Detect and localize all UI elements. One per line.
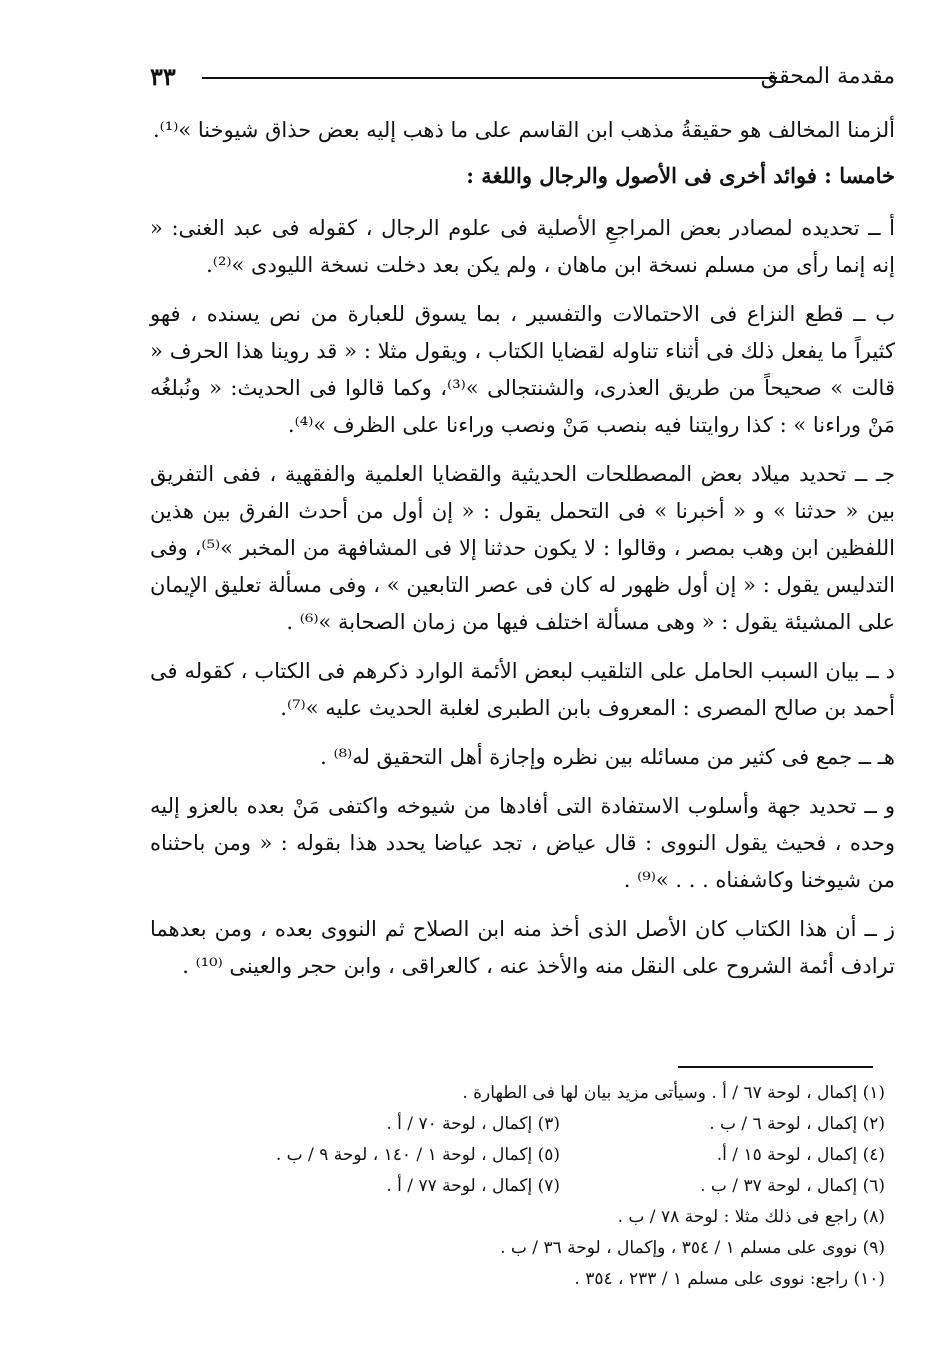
page-header bbox=[150, 60, 895, 100]
footnote-2: (٢) إكمال ، لوحة ٦ / ب . bbox=[709, 1114, 885, 1134]
paragraph-continuation: ألزمنا المخالف هو حقيقةُ مذهب ابن القاسم على ما ذهب إليه بعض حذاق شيوخنا »⁽¹⁾. bbox=[152, 118, 895, 142]
paragraph-waw: و ــ تحديد جهة وأسلوب الاستفادة التى أفادها من شيوخه واكتفى مَنْ بعده بالعزو إليه وحده ، فحيث يقول النووى : قال عياض ، تجد عياضا يحدد هذا بقوله : « ومن باحثناه من شيوخنا وكاشفناه . . . »⁽⁹⁾ . bbox=[150, 794, 895, 892]
paragraph-dal: د ــ بيان السبب الحامل على التلقيب لبعض الأئمة الوارد ذكرهم فى الكتاب ، كقوله فى أحمد بن صالح المصرى : المعروف بابن الطبرى لغلبة الحديث عليه »⁽⁷⁾. bbox=[150, 659, 895, 720]
footnote-8: (٨) راجع فى ذلك مثلا : لوحة ٧٨ / ب . bbox=[617, 1207, 885, 1227]
main-text bbox=[150, 112, 895, 997]
footnote-6: (٦) إكمال ، لوحة ٣٧ / ب . bbox=[700, 1176, 885, 1196]
footnote-row bbox=[150, 1171, 885, 1202]
footnote-row bbox=[150, 1140, 885, 1171]
paragraph-alif: أ ــ تحديده لمصادر بعض المراجعِ الأصلية فى علوم الرجال ، كقوله فى عبد الغنى: « إنه إنما رأى من مسلم نسخة ابن ماهان ، ولم يكن بعد دخلت نسخة الليودى »⁽²⁾. bbox=[150, 216, 895, 277]
footnote-7: (٧) إكمال ، لوحة ٧٧ / أ . bbox=[386, 1176, 560, 1196]
footnote-row bbox=[150, 1233, 885, 1264]
running-title: مقدمة المحقق bbox=[760, 64, 895, 89]
paragraph-ba: ب ــ قطع النزاع فى الاحتمالات والتفسير ، بما يسوق للعبارة من نص يسنده ، فهو كثيراً ما يفعل ذلك فى أثناء تناوله لقضايا الكتاب ، ويقول مثلا : « قد روينا هذا الحرف « قالت » صحيحاً من طريق العذرى، والشنتجالى »⁽³⁾، وكما قالوا فى الحديث: « ونُبلغُه مَنْ وراءنا » : كذا روايتنا فيه بنصب مَنْ ونصب وراءنا على الظرف »⁽⁴⁾. bbox=[150, 302, 895, 437]
paragraph-jim: جـ ــ تحديد ميلاد بعض المصطلحات الحديثية والقضايا العلمية والفقهية ، ففى التفريق بين « حدثنا » و « أخبرنا » فى التحمل يقول : « إن أول من أحدث الفرق بين هذين اللفظين ابن وهب بمصر ، وقالوا : لا يكون حدثنا إلا فى المشافهة من المخبر »⁽⁵⁾، وفى التدليس يقول : « إن أول ظهور له كان فى عصر التابعين » ، وفى مسألة تعليق الإيمان على المشيئة يقول : « وهى مسألة اختلف فيها من زمان الصحابة »⁽⁶⁾ . bbox=[150, 462, 895, 634]
page-number: ٣٣ bbox=[150, 62, 176, 91]
paragraph-ha: هـ ــ جمع فى كثير من مسائله بين نظره وإجازة أهل التحقيق له⁽⁸⁾ . bbox=[320, 745, 895, 769]
footnote-9: (٩) نووى على مسلم ١ / ٣٥٤ ، وإكمال ، لوحة ٣٦ / ب . bbox=[500, 1238, 885, 1258]
footnotes bbox=[150, 1078, 885, 1295]
footnote-3: (٣) إكمال ، لوحة ٧٠ / أ . bbox=[386, 1114, 560, 1134]
section-heading: خامسا : فوائد أخرى فى الأصول والرجال واللغة : bbox=[466, 163, 895, 188]
footnote-4: (٤) إكمال ، لوحة ١٥ / أ. bbox=[716, 1145, 885, 1165]
footnote-row bbox=[150, 1109, 885, 1140]
footnote-row bbox=[150, 1078, 885, 1109]
footnote-separator bbox=[678, 1066, 873, 1068]
footnote-row bbox=[150, 1264, 885, 1295]
header-rule bbox=[202, 77, 777, 79]
footnote-10: (١٠) راجع: نووى على مسلم ١ / ٢٣٣ ، ٣٥٤ . bbox=[574, 1269, 885, 1289]
footnote-row bbox=[150, 1202, 885, 1233]
paragraph-zay: ز ــ أن هذا الكتاب كان الأصل الذى أخذ منه ابن الصلاح ثم النووى بعده ، ومن بعدهما ترادف أئمة الشروح على النقل منه والأخذ عنه ، كالعراقى ، وابن حجر والعينى ⁽¹⁰⁾ . bbox=[150, 917, 895, 978]
footnote-1: (١) إكمال ، لوحة ٦٧ / أ . وسيأتى مزيد بيان لها فى الطهارة . bbox=[462, 1083, 885, 1103]
footnote-5: (٥) إكمال ، لوحة ١ / ١٤٠ ، لوحة ٩ / ب . bbox=[275, 1145, 560, 1165]
